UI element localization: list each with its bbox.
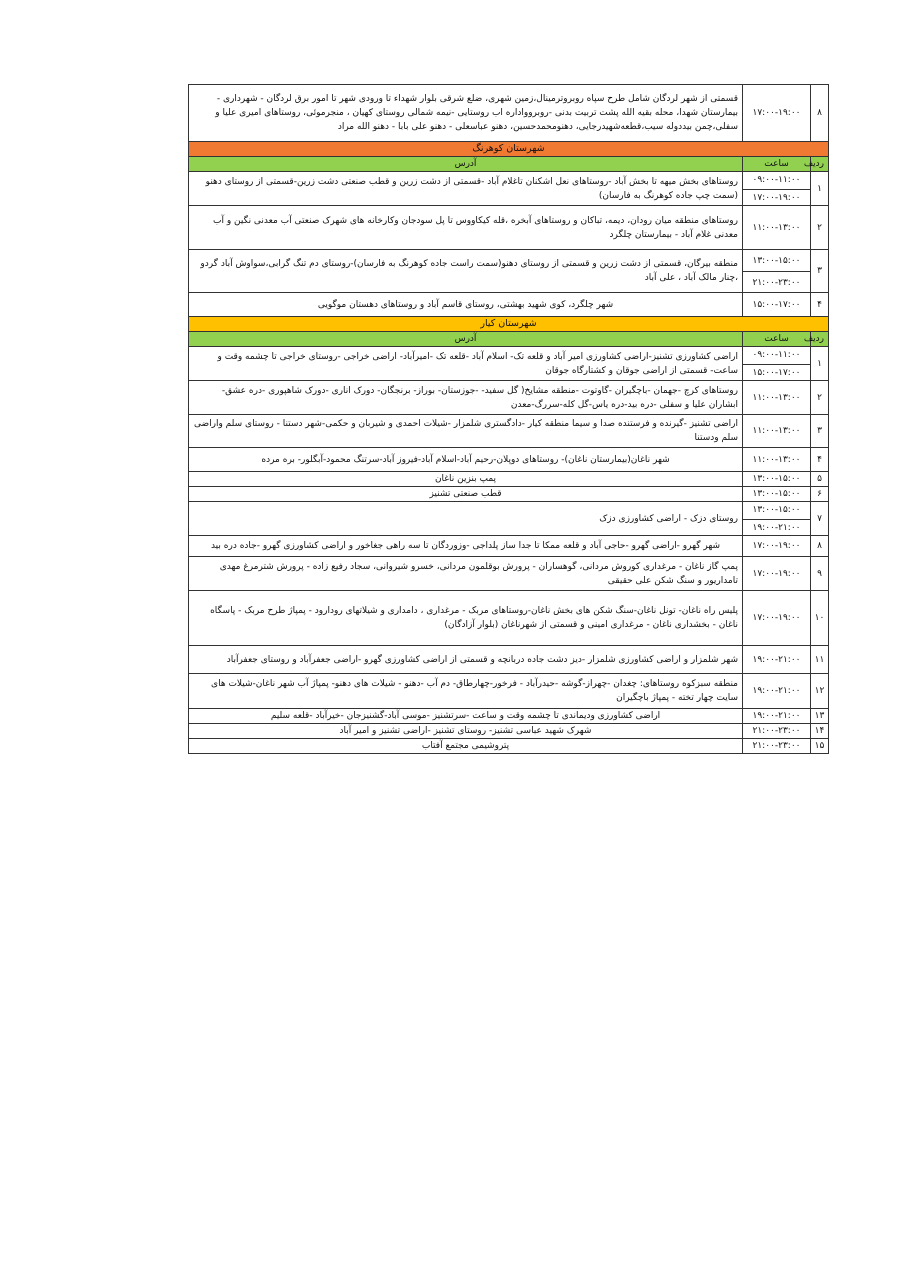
time-cell: ۱۳:۰۰-۱۵:۰۰ <box>743 487 811 502</box>
col-header-time: ساعت <box>743 157 811 172</box>
time-slot: ۱۵:۰۰-۱۷:۰۰ <box>743 364 810 382</box>
time-slot: ۰۹:۰۰-۱۱:۰۰ <box>752 350 801 361</box>
time-cell: ۱۷:۰۰-۱۹:۰۰ <box>743 85 811 142</box>
table-row <box>189 646 829 674</box>
table-row <box>189 415 829 448</box>
row-number: ۱۵ <box>811 739 829 754</box>
time-cell: ۱۹:۰۰-۲۱:۰۰ <box>743 674 811 709</box>
column-header-row <box>189 332 829 347</box>
address-cell: شهر گهرو -اراضی گهرو -حاجی آباد و قلعه ممکا تا جدا ساز پلداجی -وزوردگان تا سه راهی جغاخور و اراضی کشاورزی گهرو -جاده دره بید <box>189 536 743 557</box>
table-row <box>189 739 829 754</box>
col-header-num: ردیف <box>811 157 829 172</box>
time-cell: ۲۱:۰۰-۲۳:۰۰ <box>743 724 811 739</box>
address-cell: پلیس راه ناغان- تونل ناغان-سنگ شکن های بخش ناغان-روستاهای مربک - مرغداری ، دامداری و شیلاتهای رودارود - پمپاژ طرح مربک - پاسگاه ناغان - بخشداری ناغان - مرغداری امینی و قسمتی از شهرناغان (بلوار آزادگان) <box>189 591 743 646</box>
table-row <box>189 472 829 487</box>
address-cell: روستای دزک - اراضی کشاورزی دزک <box>189 502 743 536</box>
address-cell: شهرک شهید عباسی تشنیز- روستای تشنیز -اراضی تشنیز و امیر آباد <box>189 724 743 739</box>
time-cell: ۲۱:۰۰-۲۳:۰۰ <box>743 739 811 754</box>
row-number: ۱۳ <box>811 709 829 724</box>
col-header-time: ساعت <box>743 332 811 347</box>
row-number: ۵ <box>811 472 829 487</box>
time-cell: ۱۱:۰۰-۱۳:۰۰ <box>743 415 811 448</box>
time-slot: ۲۱:۰۰-۲۳:۰۰ <box>743 271 810 293</box>
county-header-kiar <box>189 317 829 332</box>
county-header-kouhrang <box>189 142 829 157</box>
row-number: ۶ <box>811 487 829 502</box>
address-cell: پمپ بنزین ناغان <box>189 472 743 487</box>
row-number: ۲ <box>811 381 829 415</box>
address-cell: شهر ناغان(بیمارستان ناغان)- روستاهای دوپلان-رحیم آباد-اسلام آباد-فیروز آباد-سرتنگ محمود-آبگلور- بره مرده <box>189 448 743 472</box>
address-cell: قسمتی از شهر لردگان شامل طرح سپاه روبروترمینال،زمین شهری، ضلع شرقی بلوار شهداء تا ورودی شهر تا امور برق لردگان - شهرداری - بیمارستان شهدا، محله بقیه الله پشت تربیت بدنی -روبروواداره اب روستایی -نیمه شمالی روستای کهیان ، منجرموئی، روستاهای امیری علیا و سفلی،چمن بیددوله سیب،قطعه‌شهیدرجایی، دهنومحمدحسین، دهنو عباسعلی - دهنو علی بابا - دهنو الله مراد <box>189 85 743 142</box>
row-number: ۸ <box>811 85 829 142</box>
table-row <box>189 381 829 415</box>
time-cell: ۱۱:۰۰-۱۳:۰۰ <box>743 381 811 415</box>
row-number: ۱۰ <box>811 591 829 646</box>
time-cell <box>743 172 811 206</box>
row-number: ۱ <box>811 172 829 206</box>
table-row <box>189 448 829 472</box>
address-cell: منطقه بیرگان، قسمتی از دشت زرین و قسمتی از روستای دهنو(سمت راست جاده کوهرنگ به فارسان)-روستای دم تنگ گرابی،سواوش آباد گردو ،چنار مالک آباد ، علی آباد <box>189 250 743 293</box>
row-number: ۴ <box>811 293 829 317</box>
table-row <box>189 206 829 250</box>
time-cell: ۱۳:۰۰-۱۵:۰۰ <box>743 472 811 487</box>
county-title: شهرستان کیار <box>189 317 829 332</box>
time-slot: ۰۹:۰۰-۱۱:۰۰ <box>752 175 801 186</box>
col-header-num: ردیف <box>811 332 829 347</box>
row-number: ۲ <box>811 206 829 250</box>
row-number: ۱۲ <box>811 674 829 709</box>
address-cell: روستاهای بخش میهه تا بخش آباد -روستاهای نعل اشکنان تاغلام آباد -قسمتی از دشت زرین و قطب صنعتی دشت زرین-قسمتی از روستای دهنو (سمت چپ جاده کوهرنگ به فارسان) <box>189 172 743 206</box>
address-cell: شهر شلمزار و اراضی کشاورزی شلمزار -دیز دشت جاده دربانچه و قسمتی از اراضی کشاورزی گهرو -اراضی جعفرآباد و روستای جعفرآباد <box>189 646 743 674</box>
table-row <box>189 536 829 557</box>
table-row <box>189 250 829 293</box>
time-cell <box>743 250 811 293</box>
address-cell: اراضی کشاورزی تشنیز-اراضی کشاورزی امیر آباد و قلعه تک- اسلام آباد -قلعه تک -امیرآباد- اراضی خراجی -روستای خراجی تا چشمه وقت و ساعت- قسمتی از اراضی جوقان و کشتارگاه جوقان <box>189 347 743 381</box>
row-number: ۱ <box>811 347 829 381</box>
table-row <box>189 502 829 536</box>
col-header-address: آدرس <box>189 157 743 172</box>
time-cell <box>743 502 811 536</box>
time-cell: ۱۷:۰۰-۱۹:۰۰ <box>743 557 811 591</box>
table-row <box>189 709 829 724</box>
row-number: ۹ <box>811 557 829 591</box>
time-slot: ۱۳:۰۰-۱۵:۰۰ <box>752 505 801 516</box>
row-number: ۳ <box>811 415 829 448</box>
table-row <box>189 85 829 142</box>
row-number: ۷ <box>811 502 829 536</box>
address-cell: روستاهای منطقه میان رودان، دیمه، تباکان و روستاهای آبخره ،قله کیکاووس تا پل سودجان وکارخانه های شهرک صنعتی آب معدنی نگین و آب معدنی غلام آباد - بیمارستان چلگرد <box>189 206 743 250</box>
table-row <box>189 674 829 709</box>
table-row <box>189 591 829 646</box>
address-cell: اراضی کشاورزی ودیماندی تا چشمه وقت و ساعت -سرتشنیز -موسی آباد-گشنیزجان -خیرآباد -قلعه سلیم <box>189 709 743 724</box>
address-cell: شهر چلگرد، کوی شهید بهشتی، روستای قاسم آباد و روستاهای دهستان موگویی <box>189 293 743 317</box>
address-cell: اراضی تشنیز -گیرنده و فرستنده صدا و سیما منطقه کیار -دادگستری شلمزار -شیلات احمدی و شیربان و حکمی-شهر دستنا - روستای سلم واراضی سلم ودستنا <box>189 415 743 448</box>
time-cell: ۱۱:۰۰-۱۳:۰۰ <box>743 206 811 250</box>
address-cell: قطب صنعتی تشنیز <box>189 487 743 502</box>
address-cell: روستاهای کرچ -جهمان -باچگیران -گاوتوت -منطقه مشایخ( گل سفید- -جوزستان- بوراز- برنجگان- دورک اناری -دورک شاهپوری -دره عشق- ابشاران علیا و سفلی -دره بید-دره یاس-گل کله-سررگ-معدن <box>189 381 743 415</box>
address-cell: پمپ گاز ناغان - مرغداری کوروش مردانی، گوهساران - پرورش بوقلمون مردانی، خسرو شیروانی، سجاد رفیع زاده - پرورش شترمرغ مهدی تامداریور و سنگ شکن علی حقیقی <box>189 557 743 591</box>
outage-schedule-sheet <box>188 84 828 754</box>
time-slot: ۱۹:۰۰-۲۱:۰۰ <box>743 519 810 537</box>
time-slot: ۱۳:۰۰-۱۵:۰۰ <box>752 255 801 266</box>
time-cell: ۱۱:۰۰-۱۳:۰۰ <box>743 448 811 472</box>
table-row <box>189 557 829 591</box>
row-number: ۳ <box>811 250 829 293</box>
row-number: ۱۱ <box>811 646 829 674</box>
row-number: ۸ <box>811 536 829 557</box>
column-header-row <box>189 157 829 172</box>
time-cell: ۱۷:۰۰-۱۹:۰۰ <box>743 536 811 557</box>
outage-schedule-table <box>188 84 829 754</box>
time-cell: ۱۵:۰۰-۱۷:۰۰ <box>743 293 811 317</box>
col-header-address: آدرس <box>189 332 743 347</box>
table-row <box>189 172 829 206</box>
table-body <box>189 85 829 754</box>
row-number: ۴ <box>811 448 829 472</box>
row-number: ۱۴ <box>811 724 829 739</box>
address-cell: پتروشیمی مجتمع آفتاب <box>189 739 743 754</box>
time-slot: ۱۷:۰۰-۱۹:۰۰ <box>743 189 810 207</box>
table-row <box>189 347 829 381</box>
table-row <box>189 724 829 739</box>
county-title: شهرستان کوهرنگ <box>189 142 829 157</box>
table-row <box>189 487 829 502</box>
address-cell: منطقه سبزکوه روستاهای: چغدان -چهراز-گوشه -حیدرآباد - فرخور-چهارطاق- دم آب -دهنو - شیلات های دهنو- پمپاژ آب شهر ناغان-شیلات های سایت چهار تخته - پمپاژ باچگیران <box>189 674 743 709</box>
table-row <box>189 293 829 317</box>
time-cell: ۱۹:۰۰-۲۱:۰۰ <box>743 709 811 724</box>
time-cell: ۱۷:۰۰-۱۹:۰۰ <box>743 591 811 646</box>
time-cell <box>743 347 811 381</box>
time-cell: ۱۹:۰۰-۲۱:۰۰ <box>743 646 811 674</box>
